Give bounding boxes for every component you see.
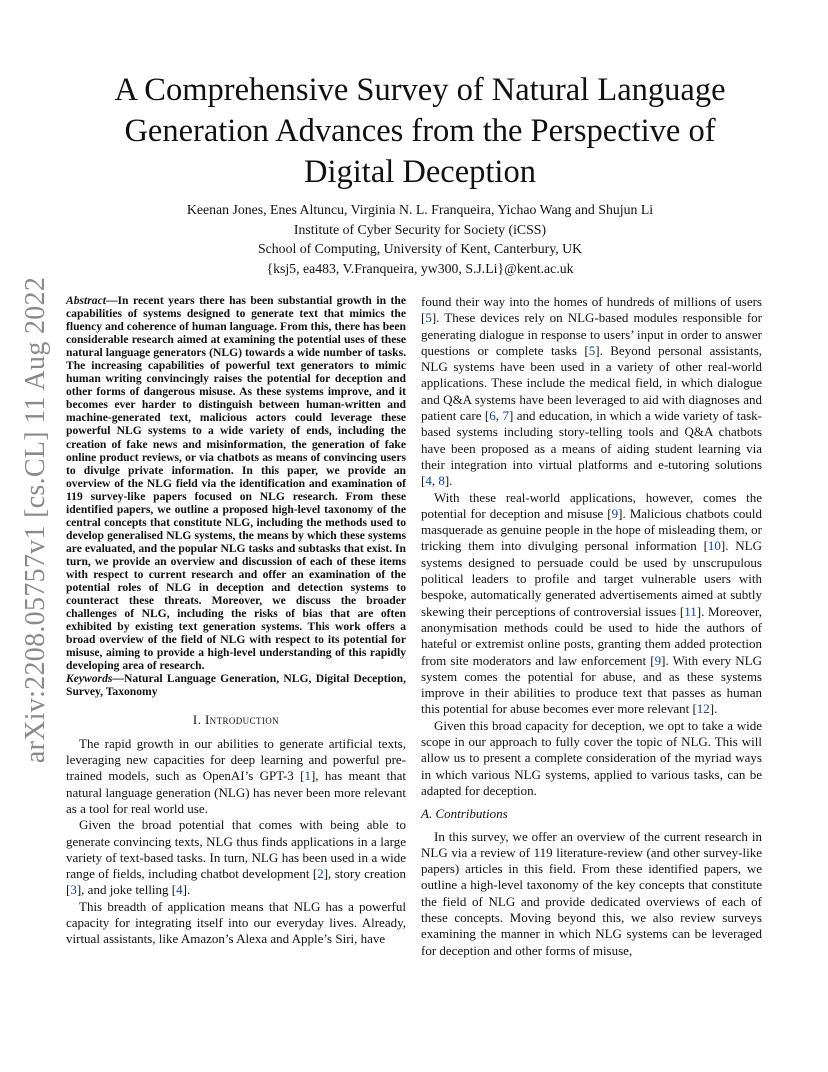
citation-link[interactable]: 11	[684, 603, 697, 619]
citation-link[interactable]: 8	[438, 473, 445, 489]
citation-link[interactable]: 6	[489, 408, 496, 424]
paragraph-text: ].	[709, 701, 718, 717]
paragraph-text: ]. Beyond personal assistants, NLG systems have been used in a variety of other real-world applications. These include the medical field, in which dialogue and Q&A systems have been leveraged to aid with diagnoses and patient care [	[421, 342, 763, 424]
right-column	[421, 294, 762, 959]
section-title: Introduction	[204, 712, 280, 728]
paragraph	[421, 294, 762, 490]
paper-title	[90, 70, 750, 193]
subsection-heading-contributions: A. Contributions	[421, 806, 508, 822]
paragraph	[66, 899, 406, 948]
paragraph-text: Given this broad capacity for deception, we opt to take a wide scope in our approach to fully cover the topic of NLG. This will allow us to present a complete consideration of the myriad ways in which various NLG systems, applied to various tasks, can be adapted for deception.	[421, 717, 762, 798]
paragraph-text: This breadth of application means that NLG has a powerful capacity for integrating itself into our everyday lives. Already, virtual assistants, like Amazon’s Alexa and Apple’s Siri, have	[66, 898, 406, 947]
paragraph-text: ]. These devices rely on NLG-based modules responsible for generating dialogue in response to users’ input in order to answer questions or complete tasks [	[421, 310, 762, 358]
title-line: A Comprehensive Survey of Natural Language	[114, 72, 726, 108]
abstract	[66, 294, 406, 672]
citation-link[interactable]: 10	[707, 538, 721, 554]
paragraph-text: ,	[431, 473, 439, 489]
citation-link[interactable]: 3	[70, 882, 77, 898]
affiliation-school: School of Computing, University of Kent, Canterbury, UK	[257, 241, 583, 256]
paragraph	[421, 490, 762, 718]
left-column	[66, 294, 406, 948]
arxiv-identifier: arXiv:2208.05757v1 [cs.CL] 11 Aug 2022	[20, 276, 51, 764]
citation-link[interactable]: 5	[425, 310, 432, 326]
author-emails: {ksj5, ea483, V.Franqueira, yw300, S.J.Li}@kent.ac.uk	[266, 260, 574, 276]
paragraph	[66, 736, 406, 817]
affiliation-institute: Institute of Cyber Security for Society (iCSS)	[293, 221, 547, 237]
paragraph-text: ].	[182, 882, 191, 898]
paragraph	[66, 817, 406, 898]
citation-link[interactable]: 7	[502, 408, 509, 424]
keywords	[66, 672, 406, 698]
paragraph-text: ], and joke telling [	[76, 882, 177, 898]
paragraph-text: With these real-world applications, however, comes the potential for deception and misuse [	[421, 489, 762, 521]
citation-link[interactable]: 5	[588, 342, 596, 358]
paragraph-text: ]. Malicious chatbots could masquerade as genuine people in the hope of misleading them, or tricking them into divulging personal information [	[421, 505, 763, 554]
paragraph-text: ]. With every NLG system comes the potential for abuse, and as these systems improve in their abilities to produce text that passes as human this potential for abuse becomes ever more relevant [	[421, 652, 762, 717]
citation-link[interactable]: 9	[654, 652, 662, 668]
author-block	[80, 200, 760, 278]
paragraph-text: found their way into the homes of hundreds of millions of users [	[421, 294, 762, 326]
keywords-label: Keywords	[66, 672, 113, 686]
section-numeral: I.	[192, 712, 205, 728]
section-heading-introduction	[66, 712, 406, 728]
title-line: Digital Deception	[304, 154, 536, 190]
title-line: Generation Advances from the Perspective of	[124, 113, 716, 149]
paragraph-text: ,	[495, 408, 503, 424]
paragraph-text: ].	[444, 473, 453, 489]
paragraph-text: In this survey, we offer an overview of the current research in NLG via a review of 119 literature-review (and other survey-like papers) articles in this field. From these identified papers, we outline a high-level taxonomy of the key concepts that constitute the field of NLG and provide dedicated overviews of each of these concepts. Moving beyond this, we also review surveys examining the manner in which NLG systems can be leveraged for deception and other forms of misuse,	[421, 828, 762, 958]
citation-link[interactable]: 12	[696, 701, 710, 717]
paragraph	[421, 718, 762, 799]
keywords-text: —Natural Language Generation, NLG, Digital Deception, Survey, Taxonomy	[66, 672, 406, 699]
citation-link[interactable]: 2	[317, 866, 324, 882]
arxiv-sidebar-stamp	[18, 276, 54, 764]
paragraph-text: ]. Moreover, anonymisation methods could be used to hide the authors of hateful or extremist online posts, granting them added protection from site moderators and law enforcement [	[421, 603, 762, 668]
paragraph-text: The rapid growth in our abilities to generate artificial texts, leveraging new capacities for deep learning and powerful pre-trained models, such as OpenAI’s GPT-3 [	[66, 735, 406, 784]
citation-link[interactable]: 1	[304, 768, 311, 784]
paragraph-text: ], has meant that natural language generation (NLG) has never been more relevant as a tool for real world use.	[66, 768, 407, 816]
citation-link[interactable]: 4	[176, 882, 183, 898]
paragraph-text: ], story creation [	[66, 866, 406, 898]
paragraph-text: Given the broad potential that comes with being able to generate convincing texts, NLG thus finds applications in a large variety of text-based tasks. In turn, NLG has been used in a wide range of fields, including chatbot development [	[66, 817, 406, 882]
citation-link[interactable]: 9	[611, 505, 619, 521]
author-names: Keenan Jones, Enes Altuncu, Virginia N. L. Franqueira, Yichao Wang and Shujun Li	[186, 202, 654, 217]
paragraph-text: ] and education, in which a wide variety of task-based systems including story-telling tools and Q&A chatbots have been proposed as a means of aiding student learning via their integration into virtual platforms and e-tutoring solutions [	[421, 408, 763, 489]
paragraph	[421, 829, 762, 959]
citation-link[interactable]: 4	[425, 473, 432, 489]
abstract-text: —In recent years there has been substantial growth in the capabilities of systems designed to generate text that mimics the fluency and coherence of human language. From this, there has been considerable research aimed at examining the potential uses of these natural language generators (NLG) towards a wide number of tasks. The increasing capabilities of powerful text generators to mimic human writing convincingly raises the potential for deception and other forms of dangerous misuse. As these systems improve, and it becomes ever harder to distinguish between human-written and machine-generated text, malicious actors could leverage these powerful NLG systems to a wide variety of ends, including the creation of fake news and misinformation, the generation of fake online product reviews, or via chatbots as means of convincing users to divulge private information. In this paper, we provide an overview of the NLG field via the identification and examination of 119 survey-like papers focused on NLG research. From these identified papers, we outline a proposed high-level taxonomy of the central concepts that constitute NLG, including the methods used to develop generalised NLG systems, the means by which these systems are evaluated, and the popular NLG tasks and subtasks that exist. In turn, we provide an overview and discussion of each of these items with respect to current research and offer an examination of the potential roles of NLG in deception and detection systems to counteract these threats. Moreover, we discuss the broader challenges of NLG, including the risks of bias that are often exhibited by existing text generation systems. This work offers a broad overview of the field of NLG with respect to its potential for misuse, aiming to provide a high-level understanding of this rapidly developing area of research.	[66, 294, 406, 673]
abstract-label: Abstract	[66, 294, 106, 307]
paragraph-text: ]. NLG systems designed to persuade could be used by unscrupulous political leaders to profile and target vulnerable users with bespoke, automatically generated advertisements aimed at subtly skewing their perceptions of controversial issues [	[421, 538, 762, 619]
